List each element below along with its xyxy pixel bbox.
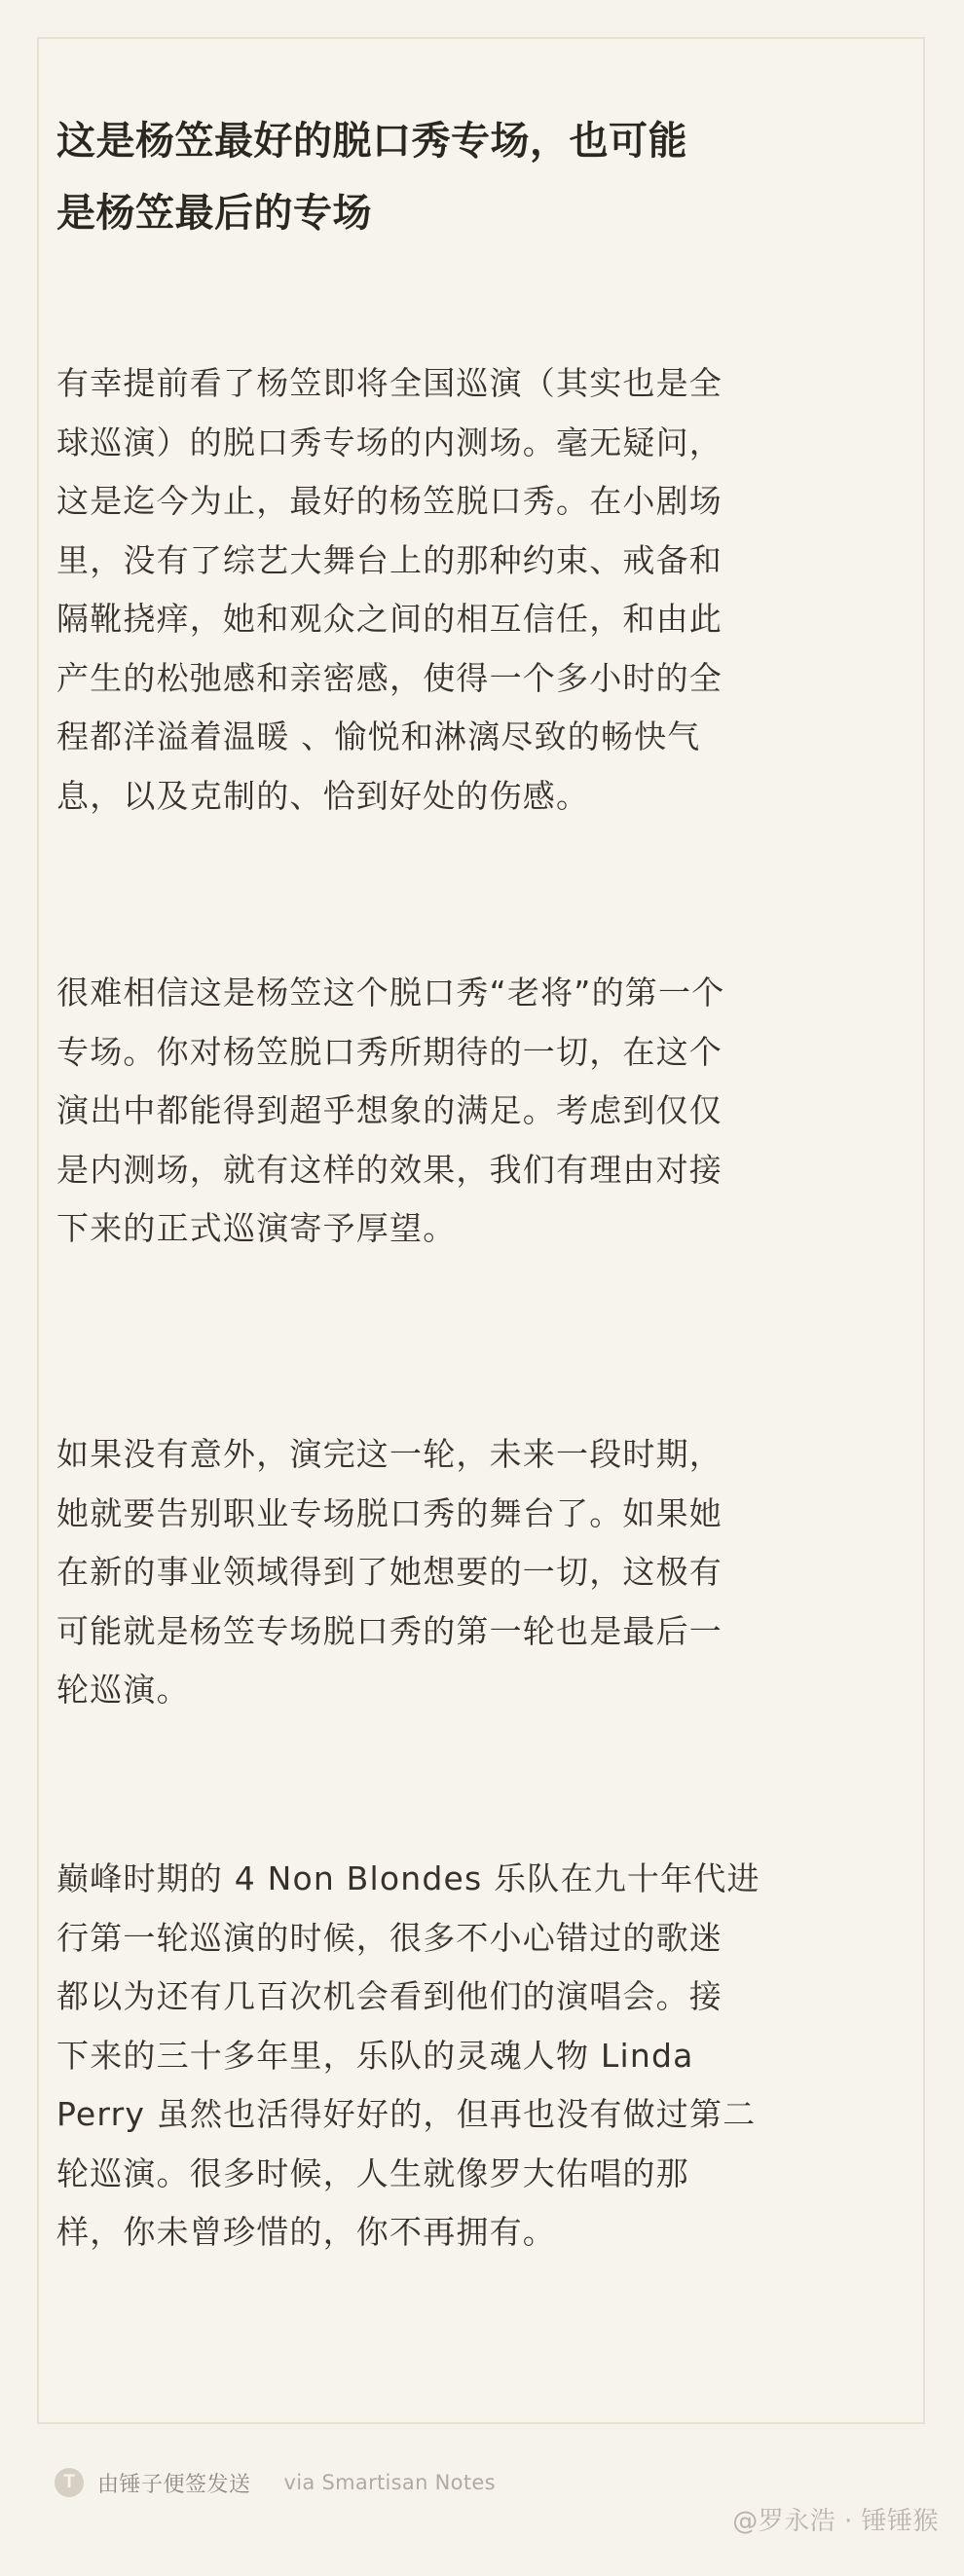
- paragraph-4: 巅峰时期的 4 Non Blondes 乐队在九十年代进 行第一轮巡演的时候，很多不小心错过的歌迷 都以为还有几百次机会看到他们的演唱会。接 下来的三十多年里，乐队的灵魂人物 Linda Perry 虽然也活得好好的，但再也没有做过第二 轮巡演。很多时候，人生就像罗大佑唱的那 样，你未曾珍惜的，你不再拥有。: [56, 1859, 760, 2251]
- footer-via-text: via Smartisan Notes: [283, 2471, 496, 2494]
- weibo-watermark: @罗永浩 · 锤锤猴: [732, 2507, 939, 2536]
- paragraph-3: 如果没有意外，演完这一轮，未来一段时期， 她就要告别职业专场脱口秀的舞台了。如果她 在新的事业领域得到了她想要的一切，这极有 可能就是杨笠专场脱口秀的第一轮也是最后一 轮巡演。: [56, 1435, 723, 1709]
- paragraph-2: 很难相信这是杨笠这个脱口秀“老将”的第一个 专场。你对杨笠脱口秀所期待的一切，在这个 演出中都能得到超乎想象的满足。考虑到仅仅 是内测场，就有这样的效果，我们有理由对接 下来的正式巡演寄予厚望。: [56, 974, 725, 1247]
- smartisan-logo-icon: T: [55, 2468, 84, 2497]
- footer: [55, 2463, 496, 2502]
- footer-sent-by-text: 由锤子便签发送: [97, 2472, 251, 2497]
- paragraph-1: 有幸提前看了杨笠即将全国巡演（其实也是全 球巡演）的脱口秀专场的内测场。毫无疑问， 这是迄今为止，最好的杨笠脱口秀。在小剧场 里，没有了综艺大舞台上的那种约束、戒备和 隔靴挠痒，她和观众之间的相互信任，和由此 产生的松弛感和亲密感，使得一个多小时的全 程都洋溢着温暖 、愉悦和淋漓尽致的畅快气 息，以及克制的、恰到好处的伤感。: [56, 364, 723, 815]
- article-title: 这是杨笠最好的脱口秀专场，也可能 是杨笠最后的专场: [56, 119, 687, 236]
